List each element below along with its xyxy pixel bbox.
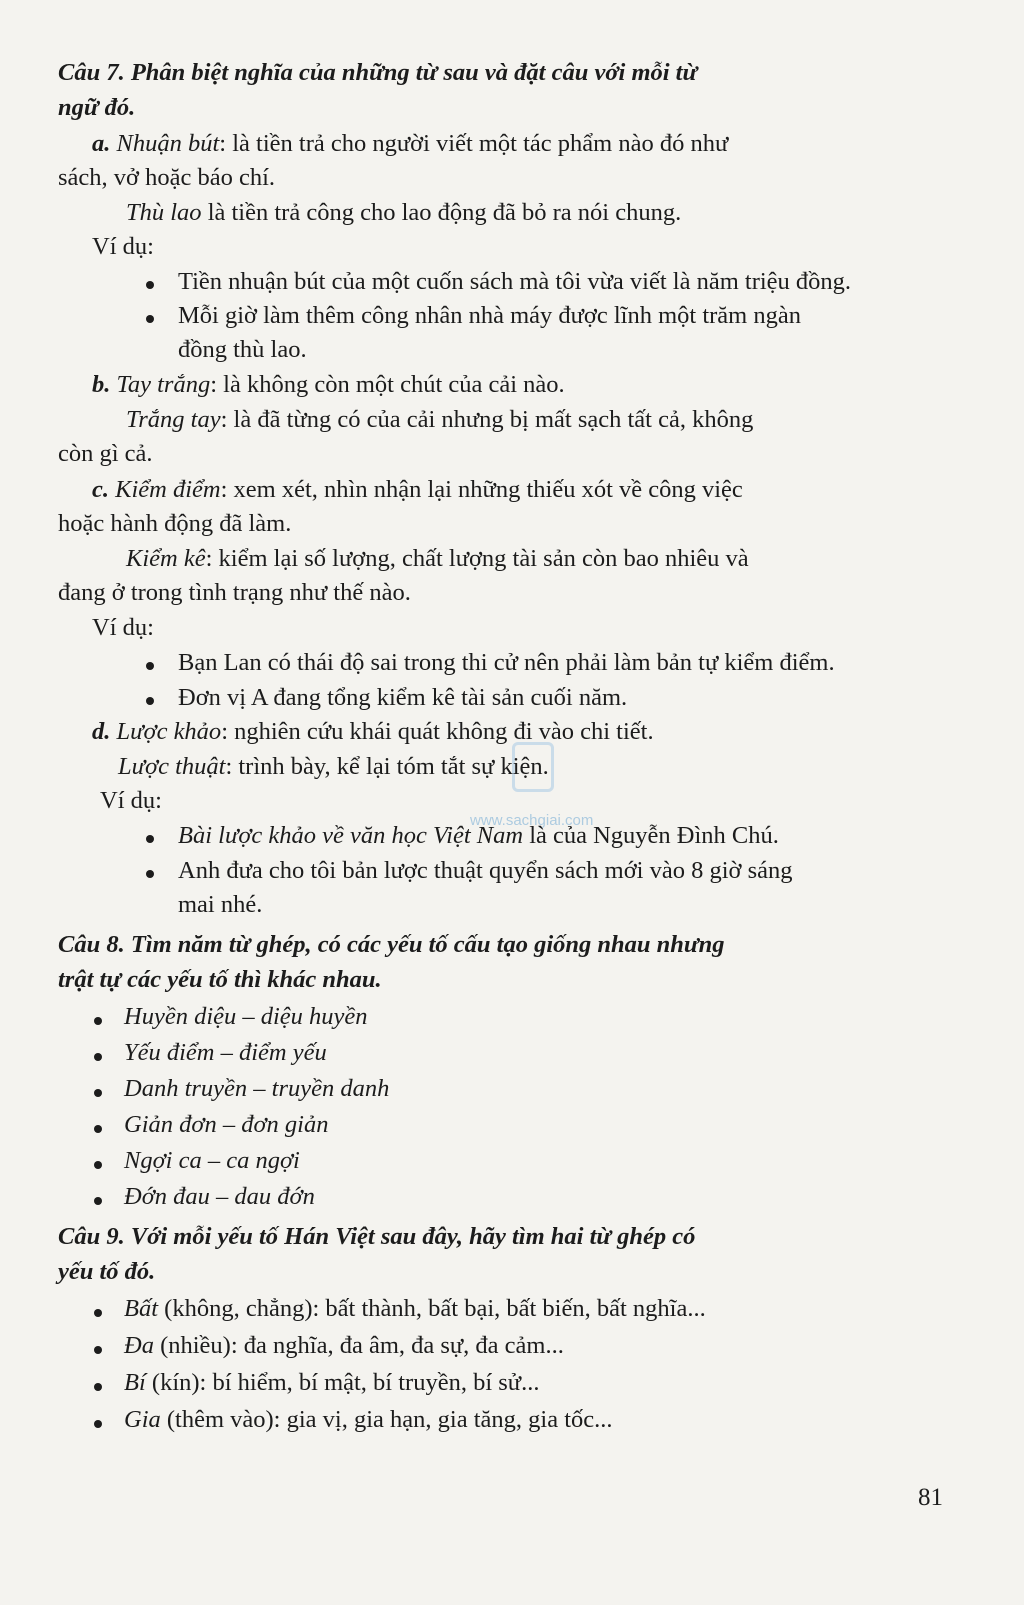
q8-title-line2: trật tự các yếu tố thì khác nhau.: [58, 966, 382, 993]
q7-a-line2: sách, vở hoặc báo chí.: [58, 164, 276, 191]
bullet-icon: [94, 1309, 102, 1317]
q7-d-label: d.: [92, 718, 111, 745]
bullet-icon: [146, 281, 154, 289]
q7-c-line1: [92, 473, 743, 507]
q7-a-def2: là tiền trả công cho lao động đã bỏ ra nói chung.: [201, 199, 682, 226]
q7-example3-title: Bài lược khảo về văn học Việt Nam: [178, 822, 524, 849]
q7-c-term2: Kiểm kê: [126, 545, 206, 572]
q7-d-def2: : trình bày, kể lại tóm tắt sự kiện.: [225, 753, 549, 780]
q9-item: [124, 1366, 539, 1400]
q9-item-text: (nhiều): đa nghĩa, đa âm, đa sự, đa cảm...: [153, 1332, 564, 1359]
q9-item: [124, 1403, 613, 1437]
q7-example2-item2: Đơn vị A đang tổng kiểm kê tài sản cuối năm.: [178, 684, 628, 711]
q7-example2-item1: Bạn Lan có thái độ sai trong thi cử nên phải làm bản tự kiểm điểm.: [178, 649, 835, 676]
q7-a-term2: Thù lao: [126, 199, 202, 226]
q9-item: [124, 1329, 564, 1363]
q9-title-line1: Câu 9. Với mỗi yếu tố Hán Việt sau đây, hãy tìm hai từ ghép có: [58, 1223, 696, 1250]
q7-b-line1: [92, 368, 565, 402]
bullet-icon: [94, 1346, 102, 1354]
q9-item-text: (kín): bí hiểm, bí mật, bí truyền, bí sử...: [145, 1369, 540, 1396]
q7-a-line1: [92, 127, 728, 161]
q7-example2-label: Ví dụ:: [92, 614, 154, 641]
q8-item: Huyền diệu – diệu huyền: [124, 1003, 368, 1030]
q7-example3-author: là của Nguyễn Đình Chú.: [523, 822, 779, 849]
q8-item: Giản đơn – đơn giản: [124, 1111, 329, 1138]
q7-example3-item2-line1: Anh đưa cho tôi bản lược thuật quyển sách mới vào 8 giờ sáng: [178, 857, 793, 884]
q7-c-def2: : kiểm lại số lượng, chất lượng tài sản còn bao nhiêu và: [205, 545, 749, 572]
bullet-icon: [146, 315, 154, 323]
q7-title-line2: ngữ đó.: [58, 94, 136, 121]
q7-c-label: c.: [92, 476, 109, 503]
bullet-icon: [94, 1161, 102, 1169]
q7-example1-label: Ví dụ:: [92, 233, 154, 260]
q7-c-line2: hoặc hành động đã làm.: [58, 510, 292, 537]
q9-item-text: (không, chẳng): bất thành, bất bại, bất biến, bất nghĩa...: [158, 1295, 706, 1322]
bullet-icon: [146, 697, 154, 705]
q7-b-line2: [126, 403, 753, 437]
q7-d-def: : nghiên cứu khái quát không đi vào chi tiết.: [221, 718, 654, 745]
q7-b-def2: : là đã từng có của cải nhưng bị mất sạch tất cả, không: [220, 406, 754, 433]
q9-item-text: (thêm vào): gia vị, gia hạn, gia tăng, gia tốc...: [160, 1406, 613, 1433]
q9-item-term: Đa: [124, 1332, 154, 1359]
q8-item: Yếu điểm – điểm yếu: [124, 1039, 327, 1066]
q7-b-def: : là không còn một chút của cải nào.: [210, 371, 565, 398]
bullet-icon: [146, 835, 154, 843]
q7-d-term: Lược khảo: [116, 718, 222, 745]
q8-item: Ngợi ca – ca ngợi: [124, 1147, 300, 1174]
bullet-icon: [146, 870, 154, 878]
q7-example1-item2-line1: Mỗi giờ làm thêm công nhân nhà máy được lĩnh một trăm ngàn: [178, 302, 801, 329]
bullet-icon: [94, 1053, 102, 1061]
q7-b-line3: còn gì cả.: [58, 440, 153, 467]
q7-d-line1: [92, 715, 654, 749]
bullet-icon: [94, 1017, 102, 1025]
page-number: 81: [918, 1484, 943, 1511]
q7-title-line1: Câu 7. Phân biệt nghĩa của những từ sau và đặt câu với mỗi từ: [58, 59, 698, 86]
q7-c-line4: đang ở trong tình trạng như thế nào.: [58, 579, 411, 606]
q8-item: Đớn đau – dau đớn: [124, 1183, 315, 1210]
q7-b-label: b.: [92, 371, 111, 398]
q7-b-term2: Trắng tay: [126, 406, 221, 433]
q9-item: [124, 1292, 706, 1326]
q7-example1-item2-line2: đồng thù lao.: [178, 336, 307, 363]
bullet-icon: [94, 1197, 102, 1205]
q7-a-def: : là tiền trả cho người viết một tác phẩm nào đó như: [219, 130, 729, 157]
q8-item: Danh truyền – truyền danh: [124, 1075, 390, 1102]
q7-example3-item1: [178, 819, 779, 853]
q7-example1-item1: Tiền nhuận bút của một cuốn sách mà tôi vừa viết là năm triệu đồng.: [178, 268, 852, 295]
q9-item-term: Bí: [124, 1369, 146, 1396]
q8-title-line1: Câu 8. Tìm năm từ ghép, có các yếu tố cấu tạo giống nhau nhưng: [58, 931, 725, 958]
watermark-text: www.sachgiai.com: [470, 812, 594, 829]
bullet-icon: [146, 662, 154, 670]
q9-title-line2: yếu tố đó.: [58, 1258, 156, 1285]
q9-item-term: Gia: [124, 1406, 161, 1433]
bullet-icon: [94, 1383, 102, 1391]
bullet-icon: [94, 1420, 102, 1428]
q7-b-term: Tay trắng: [116, 371, 211, 398]
q7-a-label: a.: [92, 130, 111, 157]
bullet-icon: [94, 1089, 102, 1097]
q7-c-term: Kiểm điểm: [115, 476, 221, 503]
bullet-icon: [94, 1125, 102, 1133]
q7-a-term: Nhuận bút: [116, 130, 220, 157]
q7-a-line3: [126, 196, 681, 230]
q7-c-line3: [126, 542, 749, 576]
q7-d-line2: [118, 750, 549, 784]
q7-c-def: : xem xét, nhìn nhận lại những thiếu xót về công việc: [220, 476, 743, 503]
q7-example3-item2-line2: mai nhé.: [178, 891, 263, 918]
q7-example3-label: Ví dụ:: [100, 787, 162, 814]
q9-item-term: Bất: [124, 1295, 159, 1322]
q7-d-term2: Lược thuật: [118, 753, 226, 780]
